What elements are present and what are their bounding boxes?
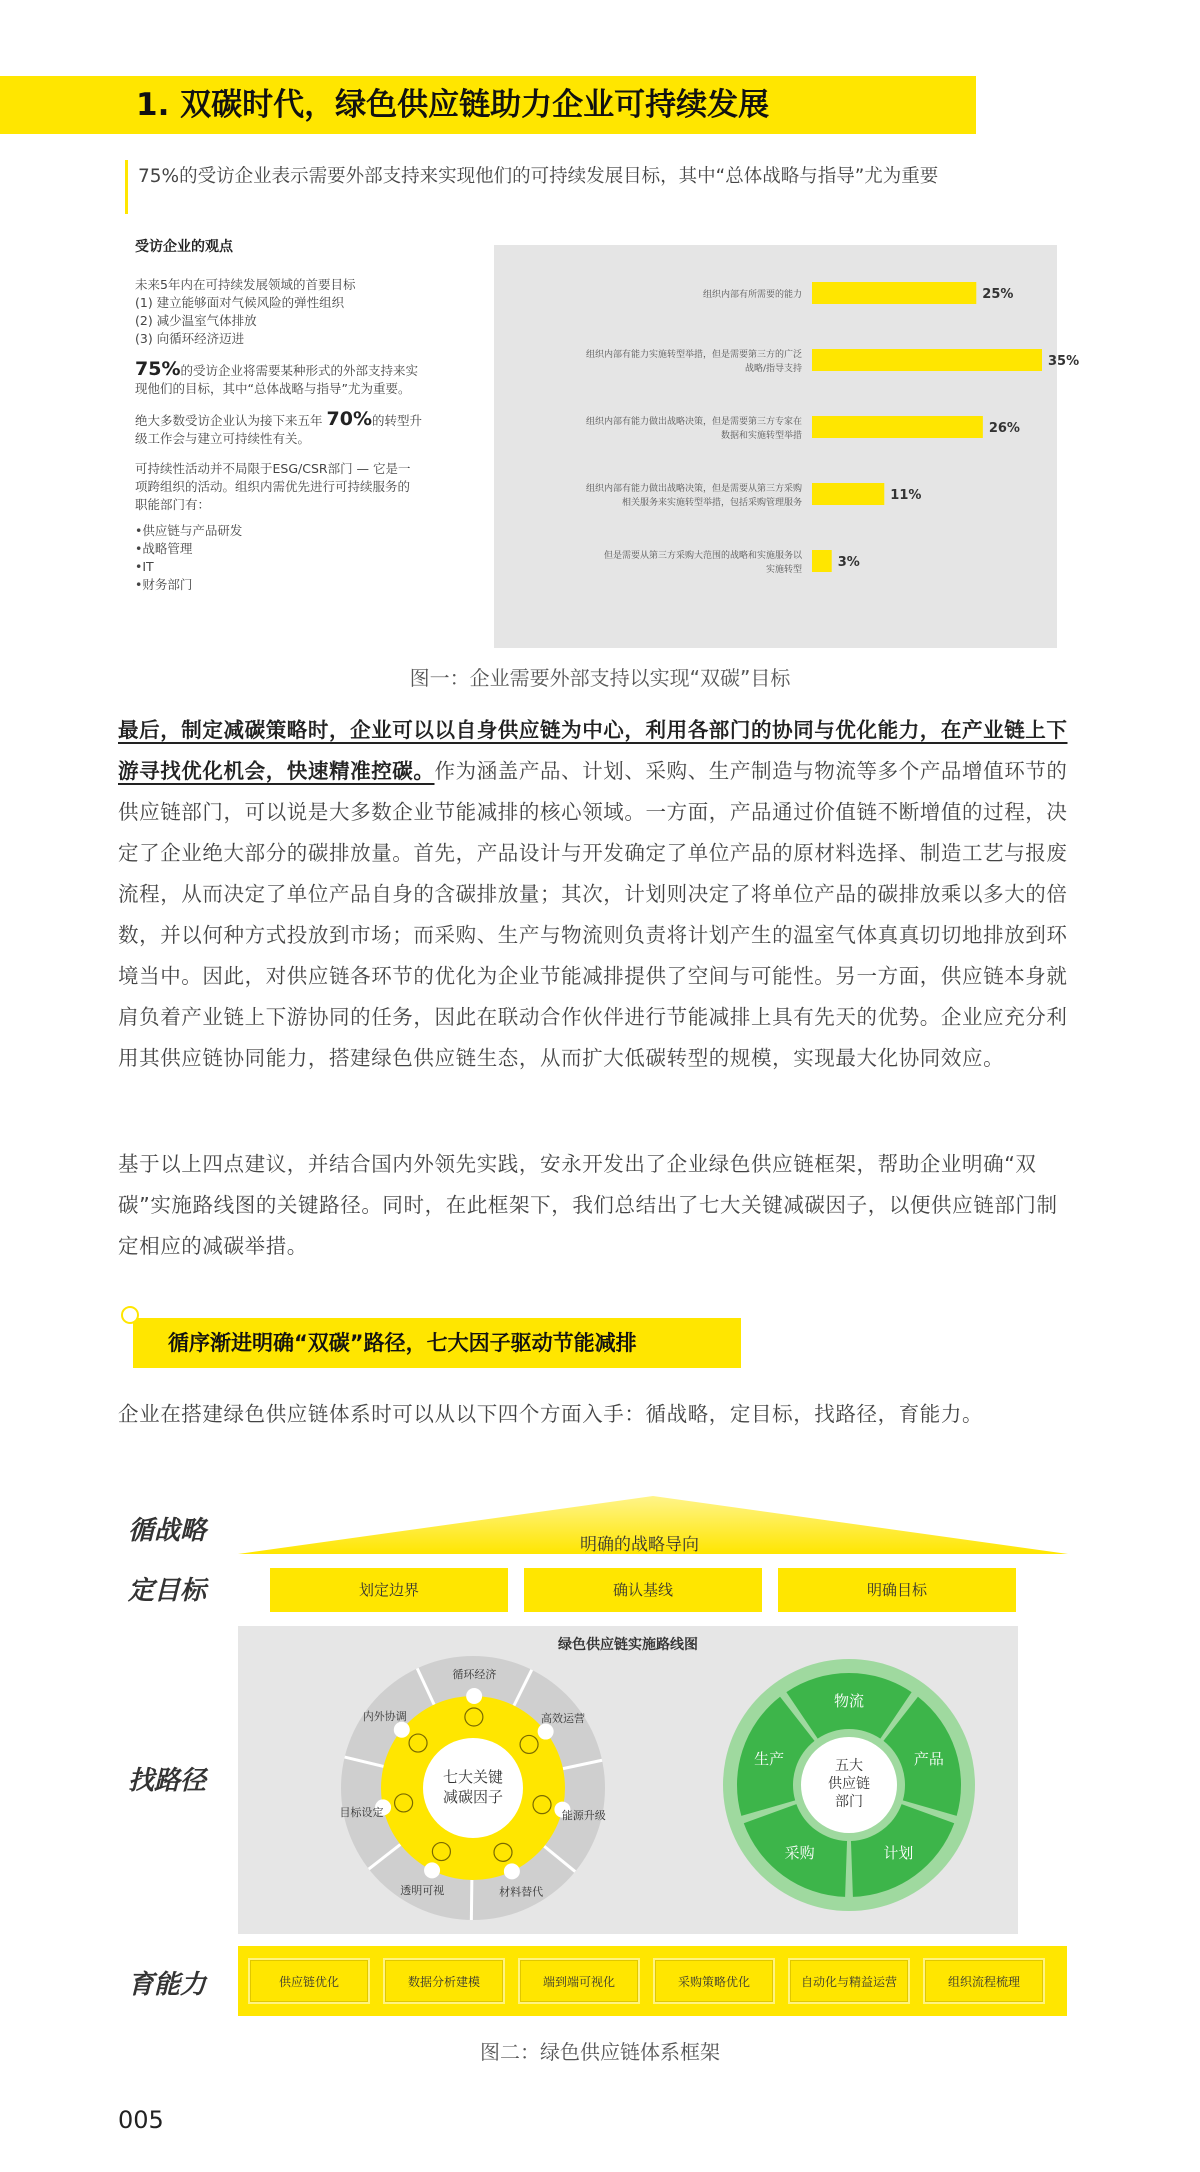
chevron-icon: [504, 1863, 520, 1879]
subsection-dot-icon: [121, 1306, 139, 1324]
body-paragraph-3: 企业在搭建绿色供应链体系时可以从以下四个方面入手：循战略，定目标，找路径，育能力。: [118, 1402, 984, 1426]
factor-label: 目标设定: [339, 1805, 384, 1819]
list-item: •IT: [135, 559, 154, 574]
department-label: 生产: [754, 1750, 785, 1769]
list-item: •战略管理: [135, 541, 193, 556]
section-title: 1. 双碳时代，绿色供应链助力企业可持续发展: [136, 87, 770, 123]
bar: [812, 416, 983, 438]
stat-70: 70%: [326, 408, 372, 430]
dept-center-line3: 部门: [835, 1794, 863, 1810]
five-departments-wheel: [714, 1650, 984, 1920]
chevron-icon: [466, 1688, 482, 1704]
survey-views-panel: [135, 238, 480, 594]
target-box-goal: 明确目标: [778, 1568, 1016, 1612]
framework-label-capability: 育能力: [128, 1970, 207, 2000]
factor-label: 高效运营: [541, 1712, 586, 1726]
framework-label-strategy: 循战略: [128, 1516, 207, 1546]
emphasis-sentence: 最后，制定减碳策略时，企业可以以自身供应链为中心，利用各部门的协同与优化能力，在产业链上下游寻找优化机会，快速精准控碳。: [118, 718, 1068, 783]
survey-views-heading: 受访企业的观点: [135, 239, 233, 255]
roof-label: 明确的战略导向: [580, 1535, 699, 1555]
subsection-title: 循序渐进明确“双碳”路径，七大因子驱动节能减排: [168, 1331, 637, 1355]
capability-item: 端到端可视化: [520, 1960, 638, 2002]
dept-center-line1: 五大: [835, 1758, 863, 1774]
bar-value-label: 11%: [890, 488, 922, 503]
factor-label: 内外协调: [362, 1709, 407, 1723]
body-paragraph-1: 最后，制定减碳策略时，企业可以以自身供应链为中心，利用各部门的协同与优化能力，在产业链上下游寻找优化机会，快速精准控碳。作为涵盖产品、计划、采购、生产制造与物流等多个产品增值环节的供应链部门，可以说是大多数企业节能减排的核心领域。一方面，产品通过价值链不断增值的过程，决定了企业绝大部分的碳排放量。首先，产品设计与开发确定了单位产品的原材料选择、制造工艺与报废流程，从而决定了单位产品自身的含碳排放量；其次，计划则决定了将单位产品的碳排放乘以多大的倍数，并以何种方式投放到市场；而采购、生产与物流则负责将计划产生的温室气体真真切切地排放到环境当中。因此，对供应链各环节的优化为企业节能减排提供了空间与可能性。另一方面，供应链本身就肩负着产业链上下游协同的任务，因此在联动合作伙伴进行节能减排上具有先天的优势。企业应充分利用其供应链协同能力，搭建绿色供应链生态，从而扩大低碳转型的规模，实现最大化协同效应。: [118, 718, 1068, 1070]
factors-center-line2: 减碳因子: [442, 1788, 504, 1806]
factors-center-line1: 七大关键: [442, 1768, 504, 1786]
capability-item: 供应链优化: [250, 1960, 368, 2002]
capability-item: 采购策略优化: [655, 1960, 773, 2002]
chevron-icon: [538, 1724, 554, 1740]
bar-category-label: 组织内部有能力做出战略决策，但是需要从第三方采购: [585, 484, 802, 494]
bar-category-label: 组织内部有能力做出战略决策，但是需要第三方专家在: [585, 417, 802, 427]
bar-value-label: 3%: [837, 555, 860, 570]
page-number: 005: [118, 2106, 164, 2134]
department-label: 产品: [913, 1750, 944, 1769]
section-quote: 75%的受访企业表示需要外部支持来实现他们的可持续发展目标，其中“总体战略与指导”尤为重要: [138, 166, 939, 187]
dept-center-line2: 供应链: [828, 1776, 870, 1792]
bar: [812, 550, 832, 572]
bar-category-label: 但是需要从第三方采购大范围的战略和实施服务以: [603, 551, 802, 561]
figure1-caption: 图一：企业需要外部支持以实现“双碳”目标: [409, 666, 791, 690]
framework-label-path: 找路径: [128, 1766, 207, 1796]
bar: [812, 349, 1042, 371]
bar-category-label: 战略/指导支持: [744, 364, 802, 374]
functions-paragraph: 可持续性活动并不局限于ESG/CSR部门 — 它是一 项跨组织的活动。组织内需优先进行可持续服务的 职能部门有：: [135, 461, 411, 512]
transformation-paragraph: 绝大多数受访企业认为接下来五年 70%的转型升 级工作会与建立可持续性有关。: [135, 408, 422, 446]
support-bar-chart: [494, 245, 1080, 648]
factor-label: 循环经济: [452, 1668, 497, 1682]
stat-75: 75%: [135, 358, 181, 380]
bar-category-label: 数据和实施转型举措: [720, 431, 802, 441]
figure2-caption: 图二：绿色供应链体系框架: [480, 2040, 720, 2064]
bar-category-label: 组织内部有能力实施转型举措，但是需要第三方的广泛: [585, 350, 802, 360]
functions-list: [135, 522, 480, 594]
bar-category-label: 组织内部有所需要的能力: [702, 290, 802, 300]
bar: [812, 282, 976, 304]
target-box-boundary: 划定边界: [270, 1568, 508, 1612]
list-item: •财务部门: [135, 577, 193, 592]
roadmap-title: 绿色供应链实施路线图: [558, 1637, 698, 1653]
bar-value-label: 25%: [982, 287, 1014, 302]
capability-item: 组织流程梳理: [925, 1960, 1043, 2002]
seven-factors-wheel: [318, 1650, 628, 1930]
goals-paragraph: 未来5年内在可持续发展领域的首要目标 (1) 建立能够面对气候风险的弹性组织 (2) 减少温室气体排放 (3) 向循环经济迈进: [135, 277, 356, 346]
list-item: •供应链与产品研发: [135, 523, 243, 538]
bar-chart-svg: [494, 245, 1080, 648]
department-label: 采购: [784, 1843, 815, 1862]
chevron-icon: [394, 1722, 410, 1738]
factor-label: 透明可视: [400, 1884, 445, 1898]
capability-item: 自动化与精益运营: [790, 1960, 908, 2002]
body-paragraph-2: 基于以上四点建议，并结合国内外领先实践，安永开发出了企业绿色供应链框架，帮助企业明确“双碳”实施路线图的关键路径。同时，在此框架下，我们总结出了七大关键减碳因子，以便供应链部门制定相应的减碳举措。: [118, 1152, 1058, 1258]
chevron-icon: [424, 1862, 440, 1878]
bar-value-label: 26%: [988, 421, 1020, 436]
factor-label: 能源升级: [561, 1808, 606, 1822]
department-label: 计划: [883, 1843, 914, 1862]
department-label: 物流: [833, 1692, 865, 1710]
bar-category-label: 实施转型: [765, 565, 802, 575]
quote-accent-line: [125, 160, 128, 214]
bar-category-label: 相关服务来实施转型举措，包括采购管理服务: [621, 498, 802, 508]
target-box-baseline: 确认基线: [524, 1568, 762, 1612]
framework-label-target: 定目标: [128, 1576, 207, 1606]
bar: [812, 483, 884, 505]
bar-value-label: 35%: [1048, 354, 1080, 369]
factor-label: 材料替代: [499, 1885, 544, 1899]
support-paragraph: 75%的受访企业将需要某种形式的外部支持来实 现他们的目标，其中“总体战略与指导”尤为重要。: [135, 358, 418, 396]
capability-item: 数据分析建模: [385, 1960, 503, 2002]
